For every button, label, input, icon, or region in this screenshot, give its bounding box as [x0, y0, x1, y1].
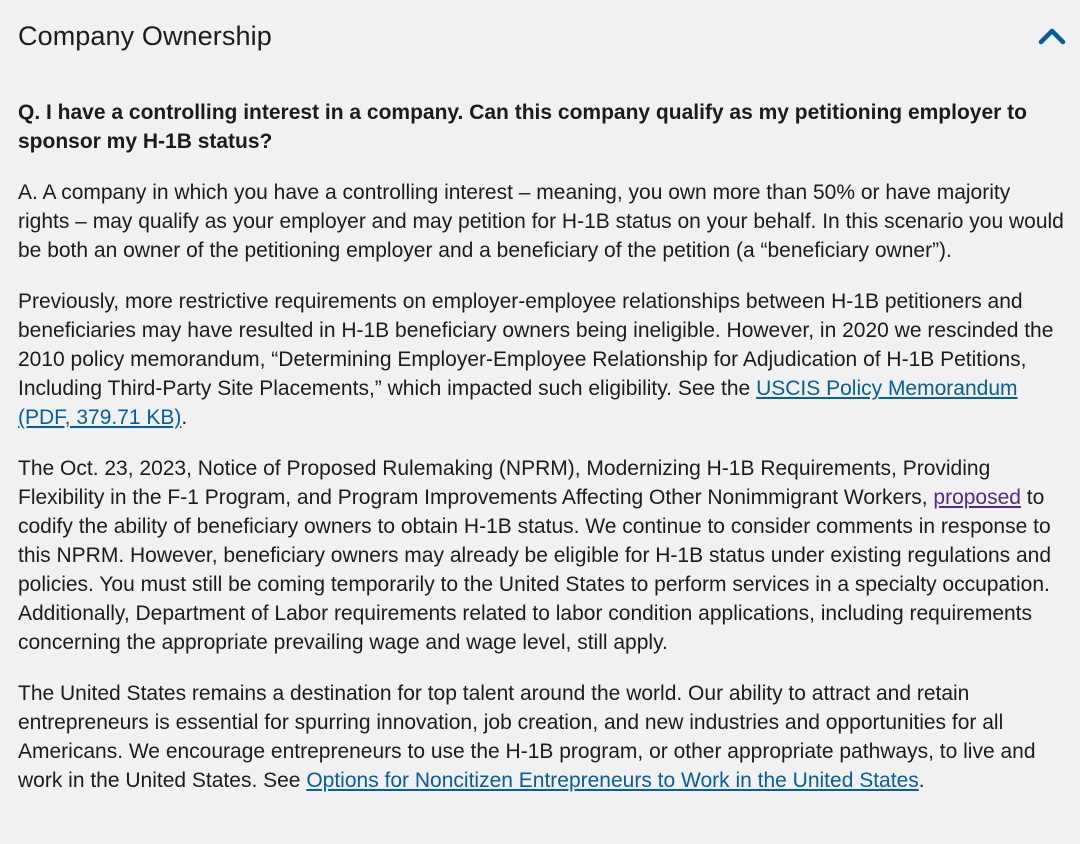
chevron-up-icon[interactable]: [1037, 21, 1067, 51]
paragraph-2-end: .: [181, 406, 188, 429]
faq-question: Q. I have a controlling interest in a company. Can this company qualify as my petitioning employer to sponsor my H-1B status?: [18, 101, 1027, 153]
paragraph-4-text: The United States remains a destination for top talent around the world. Our ability to attract and retain entrepreneurs is essential for spurring innovation, job creation, and new industries and opportunities for all Americans. We encourage entrepreneurs to use the H-1B program, or other appropriate pathways, to live and work in the United States. See: [18, 682, 1036, 792]
faq-answer-paragraph-2: [18, 287, 1064, 432]
paragraph-2-text: Previously, more restrictive requirements on employer-employee relationships between H-1B petitioners and beneficiaries may have resulted in H-1B beneficiary owners being ineligible. However, in 2020 we rescinded the 2010 policy memorandum, “Determining Employer-Employee Relationship for Adjudication of H-1B Petitions, Including Third-Party Site Placements,” which impacted such eligibility. See the: [18, 290, 1054, 400]
accordion-content: [0, 72, 1080, 795]
proposed-link[interactable]: proposed: [933, 486, 1021, 509]
faq-answer-paragraph-1: A. A company in which you have a controlling interest – meaning, you own more than 50% or have majority rights – may qualify as your employer and may petition for H-1B status on your behalf. In this scenario you would be both an owner of the petitioning employer and a beneficiary of the petition (a “beneficiary owner”).: [18, 181, 1064, 262]
uscis-policy-memorandum-link[interactable]: USCIS Policy Memorandum (PDF, 379.71 KB): [18, 377, 1018, 429]
entrepreneurs-options-link[interactable]: Options for Noncitizen Entrepreneurs to Work in the United States: [306, 769, 919, 792]
paragraph-3-text-end: to codify the ability of beneficiary owners to obtain H-1B status. We continue to consider comments in response to this NPRM. However, beneficiary owners may already be eligible for H-1B status under existing regulations and policies. You must still be coming temporarily to the United States to perform services in a specialty occupation. Additionally, Department of Labor requirements related to labor condition applications, including requirements concerning the appropriate prevailing wage and wage level, still apply.: [18, 486, 1051, 654]
accordion-header-company-ownership[interactable]: [0, 0, 1080, 72]
paragraph-4-end: .: [918, 769, 925, 792]
paragraph-3-text-start: The Oct. 23, 2023, Notice of Proposed Rulemaking (NPRM), Modernizing H-1B Requirements, Providing Flexibility in the F-1 Program, and Program Improvements Affecting Other Nonimmigrant Workers,: [18, 457, 991, 509]
chevron-up-icon-svg: [1038, 26, 1066, 46]
faq-answer-paragraph-3: [18, 454, 1064, 657]
faq-answer-paragraph-4: [18, 679, 1064, 795]
accordion-title: Company Ownership: [18, 20, 272, 51]
